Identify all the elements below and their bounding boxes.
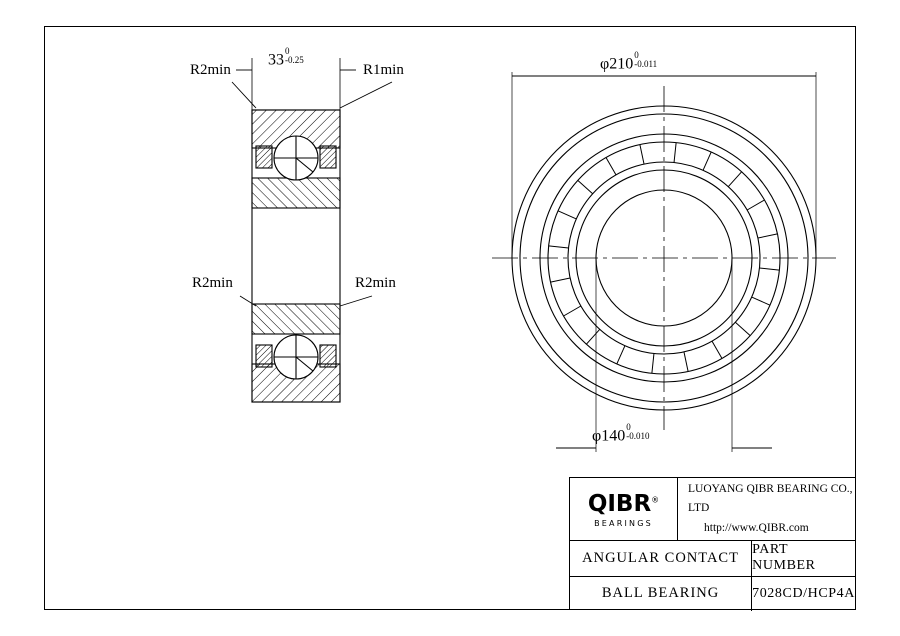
dimension-outer-diameter xyxy=(600,52,657,73)
dimension-width-lower: -0.25 xyxy=(285,55,304,66)
label-r2min-bottom-left: R2min xyxy=(192,275,233,291)
dimension-od-tolerance xyxy=(634,51,657,70)
title-block xyxy=(569,477,856,610)
dimension-width-value: 33 xyxy=(268,51,284,69)
company-info xyxy=(678,480,855,539)
logo-wordmark xyxy=(587,490,660,517)
logo-subtitle: BEARINGS xyxy=(594,518,653,528)
label-r2min-top-left: R2min xyxy=(190,62,231,78)
dimension-bore-tolerance xyxy=(626,423,649,442)
dimension-bore-upper: 0 xyxy=(626,422,631,432)
dimension-od-lower: -0.011 xyxy=(634,59,658,70)
dimension-od-upper: 0 xyxy=(634,50,639,60)
product-line-1: ANGULAR CONTACT xyxy=(570,541,751,577)
label-r2min-bottom-right: R2min xyxy=(355,275,396,291)
title-block-body xyxy=(570,541,855,611)
logo-text: QIBR xyxy=(587,490,652,517)
dimension-width xyxy=(268,48,304,69)
dimension-width-tolerance xyxy=(285,47,304,66)
company-name: LUOYANG QIBR BEARING CO., LTD xyxy=(688,482,853,515)
part-number-value: 7028CD/HCP4A xyxy=(752,585,855,601)
product-line-2: BALL BEARING xyxy=(601,585,720,602)
qibr-logo xyxy=(570,478,678,540)
dimension-bore-value: φ140 xyxy=(592,427,626,445)
dimension-od-value: φ210 xyxy=(600,55,634,73)
dimension-width-upper: 0 xyxy=(285,46,290,56)
dimension-bore-diameter xyxy=(592,424,649,445)
registered-trademark-icon: ® xyxy=(651,494,660,504)
part-number-cell xyxy=(752,541,855,611)
title-block-header xyxy=(570,478,855,541)
dimension-bore-lower: -0.010 xyxy=(626,431,650,442)
company-website: http://www.QIBR.com xyxy=(704,521,809,534)
label-r1min-top-right: R1min xyxy=(363,62,404,78)
part-number-label: PART NUMBER xyxy=(752,541,855,577)
product-description xyxy=(570,541,752,611)
